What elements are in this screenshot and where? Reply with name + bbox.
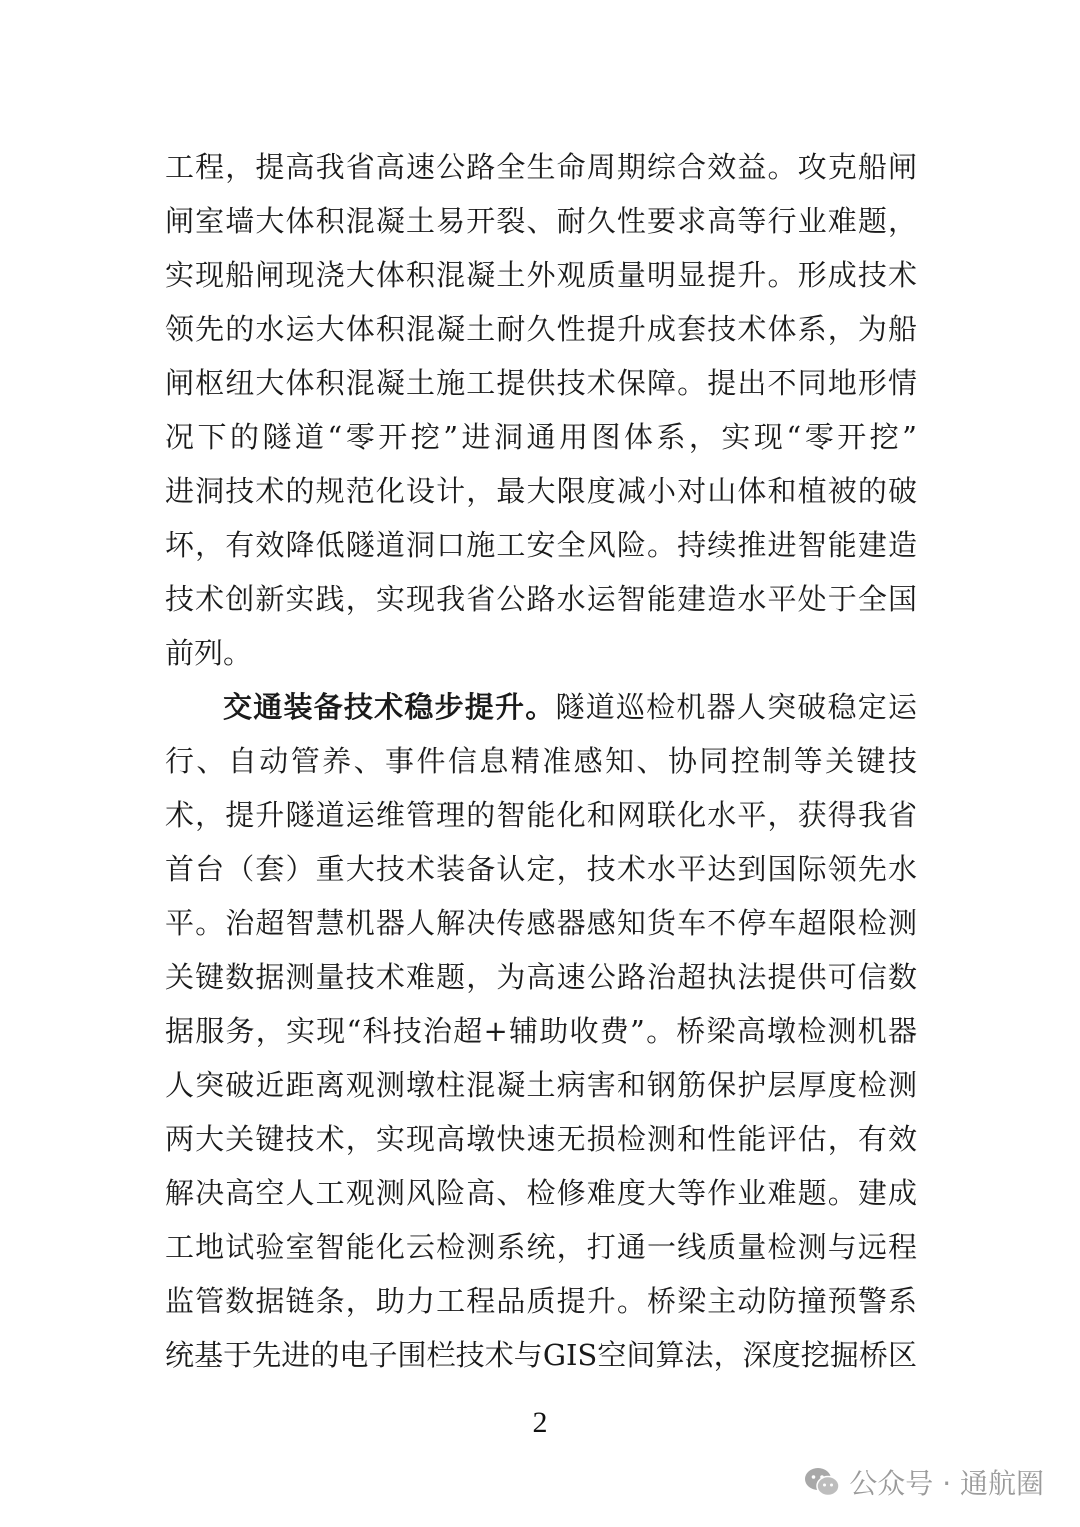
page-number: 2 xyxy=(532,1406,548,1439)
text-line: 首台（套）重大技术装备认定，技术水平达到国际领先水 xyxy=(165,852,917,886)
section-heading: 交通装备技术稳步提升。 xyxy=(223,690,556,724)
text-line: 监管数据链条，助力工程品质提升。桥梁主动防撞预警系 xyxy=(165,1284,917,1318)
text-line: 关键数据测量技术难题，为高速公路治超执法提供可信数 xyxy=(165,960,917,994)
text-span: 隧道巡检机器人突破稳定运 xyxy=(555,690,917,724)
text-line: 坏，有效降低隧道洞口施工安全风险。持续推进智能建造 xyxy=(165,528,917,562)
text-line: 闸室墙大体积混凝土易开裂、耐久性要求高等行业难题， xyxy=(165,204,917,238)
text-line: 工程，提高我省高速公路全生命周期综合效益。攻克船闸 xyxy=(165,150,917,184)
text-line: 统基于先进的电子围栏技术与GIS空间算法，深度挖掘桥区 xyxy=(165,1338,917,1372)
text-line: 闸枢纽大体积混凝土施工提供技术保障。提出不同地形情 xyxy=(165,366,917,400)
text-line: 行、自动管养、事件信息精准感知、协同控制等关键技 xyxy=(165,744,917,778)
text-line: 两大关键技术，实现高墩快速无损检测和性能评估，有效 xyxy=(165,1122,917,1156)
text-line: 据服务，实现“科技治超+辅助收费”。桥梁高墩检测机器 xyxy=(165,1014,917,1048)
body-text xyxy=(165,140,917,1382)
text-line: 况下的隧道“零开挖”进洞通用图体系，实现“零开挖” xyxy=(165,420,917,454)
paragraph-2 xyxy=(165,680,917,1382)
text-line: 进洞技术的规范化设计，最大限度减小对山体和植被的破 xyxy=(165,474,917,508)
text-line: 平。治超智慧机器人解决传感器感知货车不停车超限检测 xyxy=(165,906,917,940)
paragraph-1 xyxy=(165,140,917,680)
text-line: 人突破近距离观测墩柱混凝土病害和钢筋保护层厚度检测 xyxy=(165,1068,917,1102)
watermark-text: 公众号 · 通航圈 xyxy=(849,1467,1044,1500)
text-line xyxy=(165,680,917,734)
watermark xyxy=(803,1462,1044,1502)
text-line: 解决高空人工观测风险高、检修难度大等作业难题。建成 xyxy=(165,1176,917,1210)
text-line: 术，提升隧道运维管理的智能化和网联化水平，获得我省 xyxy=(165,798,917,832)
text-line: 前列。 xyxy=(165,636,253,670)
text-line: 工地试验室智能化云检测系统，打通一线质量检测与远程 xyxy=(165,1230,917,1264)
text-line: 实现船闸现浇大体积混凝土外观质量明显提升。形成技术 xyxy=(165,258,917,292)
text-line: 技术创新实践，实现我省公路水运智能建造水平处于全国 xyxy=(165,582,917,616)
text-line: 领先的水运大体积混凝土耐久性提升成套技术体系，为船 xyxy=(165,312,917,346)
wechat-icon xyxy=(803,1466,841,1498)
